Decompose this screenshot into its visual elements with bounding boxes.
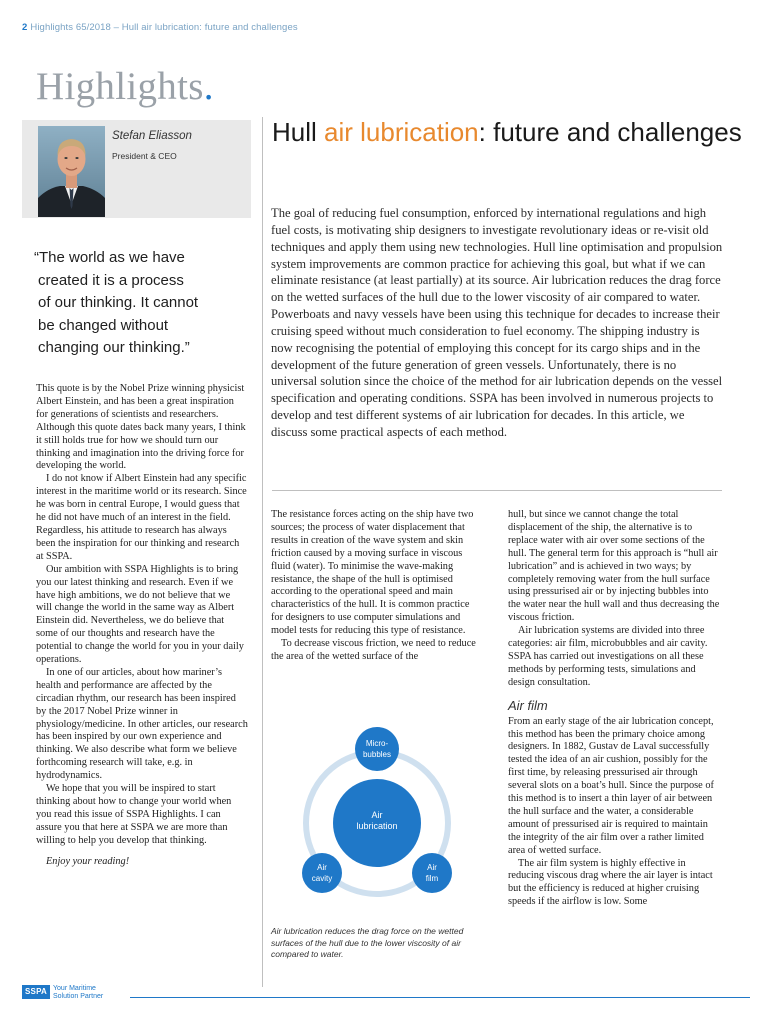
title-dot: . [203,65,214,108]
sspa-logo: SSPA [22,985,50,999]
author-role: President & CEO [112,151,177,161]
page-number: 2 [22,22,28,33]
air-cavity-label-line1: Air [317,863,327,872]
center-label-line2: lubrication [356,821,398,831]
center-label-line1: Air [371,810,383,820]
editorial-paragraph: Our ambition with SSPA Highlights is to bring you our latest thinking and research. Even if we have high ambitions, we do not believe that we will change the world in the same way as Albert Einstein did. Nevertheless, we do believe that some of our thoughts and research have the potential to change the world for you in your daily operations. [36,563,244,666]
quote-line: changing our thinking.” [38,339,190,356]
article-paragraph: hull, but since we cannot change the total displacement of the ship, the alternative is to replace water with air over some sections of the hull. The general term for this approach is “hull air lubrication” and is achieved in two ways; by completely removing water from the hull surface using pressurised air or by injecting bubbles into the water near the hull wall and thus decreasing the viscous friction. [508,509,720,624]
article-title-part: Hull [272,117,325,147]
diagram-caption: Air lubrication reduces the drag force on the wetted surfaces of the hull due to the lower viscosity of air compared to water. [271,926,464,959]
air-film-label-line2: film [425,874,439,883]
editorial-paragraph: I do not know if Albert Einstein had any specific interest in the maritime world or its research. Since he was born in central Europe, I would guess that he did not have much of an interest in the field. Regardless, his attitude to research has always been the inspiration for our thinking and research at SSPA. [36,473,247,562]
article-column-1 [271,509,481,664]
editorial-column [36,383,248,869]
section-subheading: Air film [508,697,548,713]
microbubbles-node [355,727,399,771]
footer-tagline [53,985,103,1000]
quote-line: “The world as we have [34,249,185,266]
running-header [22,22,298,33]
editorial-paragraph: In one of our articles, about how mariner’s health and performance are affected by the circadian rhythm, our research has been inspired by the 2017 Nobel Prize winner in physiology/medicine. In other articles, our research has been inspired by our own experience and thinking. We also describe what form we believe forthcoming research will take, e.g. in hydrodynamics. [36,666,248,782]
article-title-accent: air lubrication [324,117,479,147]
section-divider [272,490,722,491]
air-film-node [412,853,452,893]
editorial-paragraph: We hope that you will be inspired to start thinking about how to change your world when you read this issue of SSPA Highlights. I can assure you that here at SSPA we are more than willing to help you develop that thinking. [36,783,232,846]
article-paragraph: Air lubrication systems are divided into three categories: air film, microbubbles and air cavity. SSPA has carried out investigations on all these methods by performing tests, simulations and design consultation. [508,625,708,688]
article-paragraph: From an early stage of the air lubrication concept, this method has been the primary choice among designers. In 1882, Gustav de Laval successfully tested the idea of an air cushion, possibly for the first time, by releasing pressurised air through several slots on a boat’s hull. Since the purpose of this method is to insert a thin layer of air between the hull surface and the water, a considerable amount of pressurised air is required to maintain the integrity of the air film over a rather limited area of wetted surface. [508,715,714,856]
air-lubrication-diagram [285,725,470,900]
author-portrait [38,126,105,217]
quote-line: be changed without [38,316,169,334]
pull-quote [34,247,244,360]
tagline-line2: Solution Partner [53,992,104,1000]
publication-title-text: Highlights [36,65,204,108]
column-divider [262,117,263,987]
air-cavity-label-line2: cavity [311,874,333,883]
running-head-text: Highlights 65/2018 – Hull air lubrication: future and challenges [30,22,298,33]
editorial-signoff: Enjoy your reading! [46,855,130,867]
quote-line: of our thinking. It cannot [38,294,199,311]
article-lead: The goal of reducing fuel consumption, enforced by international regulations and high fuel costs, is motivating ship designers to investigate revolutionary ideas or re-visit old techniques and apply them using new technologies. Hull line optimisation and propulsion system improvements are common practice for achieving this goal, but what if we can eliminate resistance (at least partially) at its source. Air lubrication reduces the drag force on the wetted surfaces of the hull due to the lower viscosity of air compared to water. Powerboats and navy vessels have been using this technique for decades to increase their cruising speed without much consideration to fuel economy. The shipping industry is now recognising the potential of employing this concept for its cargo ships and in the development of the future generation of green vessels. Unfortunately, there is no universal solution since the choice of the method for air lubrication depends on the vessel specification and operating conditions. SSPA has been involved in numerous projects to develop and test different systems of air lubrication for decades. In this article, we discuss some practical aspects of each method. [271,206,723,439]
author-name: Stefan Eliasson [112,130,192,142]
article-paragraph: The resistance forces acting on the ship have two sources; the process of water displacement that results in creation of the wave system and skin friction caused by a moving surface in viscous fluid (water). To minimise the wave-making resistance, the shape of the hull is optimised according to the operational speed and main characteristics of the hull. It is common practice for designers to use computer simulations and model tests for reducing this type of resistance. [271,509,474,637]
microbubbles-label-line2: bubbles [362,750,392,759]
article-paragraph: The air film system is highly effective in reducing viscous drag where the air layer is intact but the efficiency is reduced at higher cruising speeds if the airflow is low. Some [508,857,713,908]
article-title-part: : future and challenges [478,117,742,147]
article-column-2 [508,509,723,909]
article-paragraph: To decrease viscous friction, we need to reduce the area of the wetted surface of the [271,638,476,662]
microbubbles-label-line1: Micro- [365,739,389,748]
editorial-paragraph: This quote is by the Nobel Prize winning physicist Albert Einstein, and has been a great inspiration for generations of scientists and researchers. Although this quote dates back many years, I think it still holds true for how we should turn our thinking and imagination into the driving force for developing the world. [36,383,246,472]
publication-title [36,64,214,109]
author-portrait-image [38,126,105,217]
diagram-svg [285,725,470,900]
air-cavity-node [302,853,342,893]
air-film-label-line1: Air [427,863,437,872]
article-title [272,116,742,149]
quote-line: created it is a process [38,271,184,289]
footer-rule [130,997,750,998]
tagline-line1: Your Maritime [53,985,96,992]
